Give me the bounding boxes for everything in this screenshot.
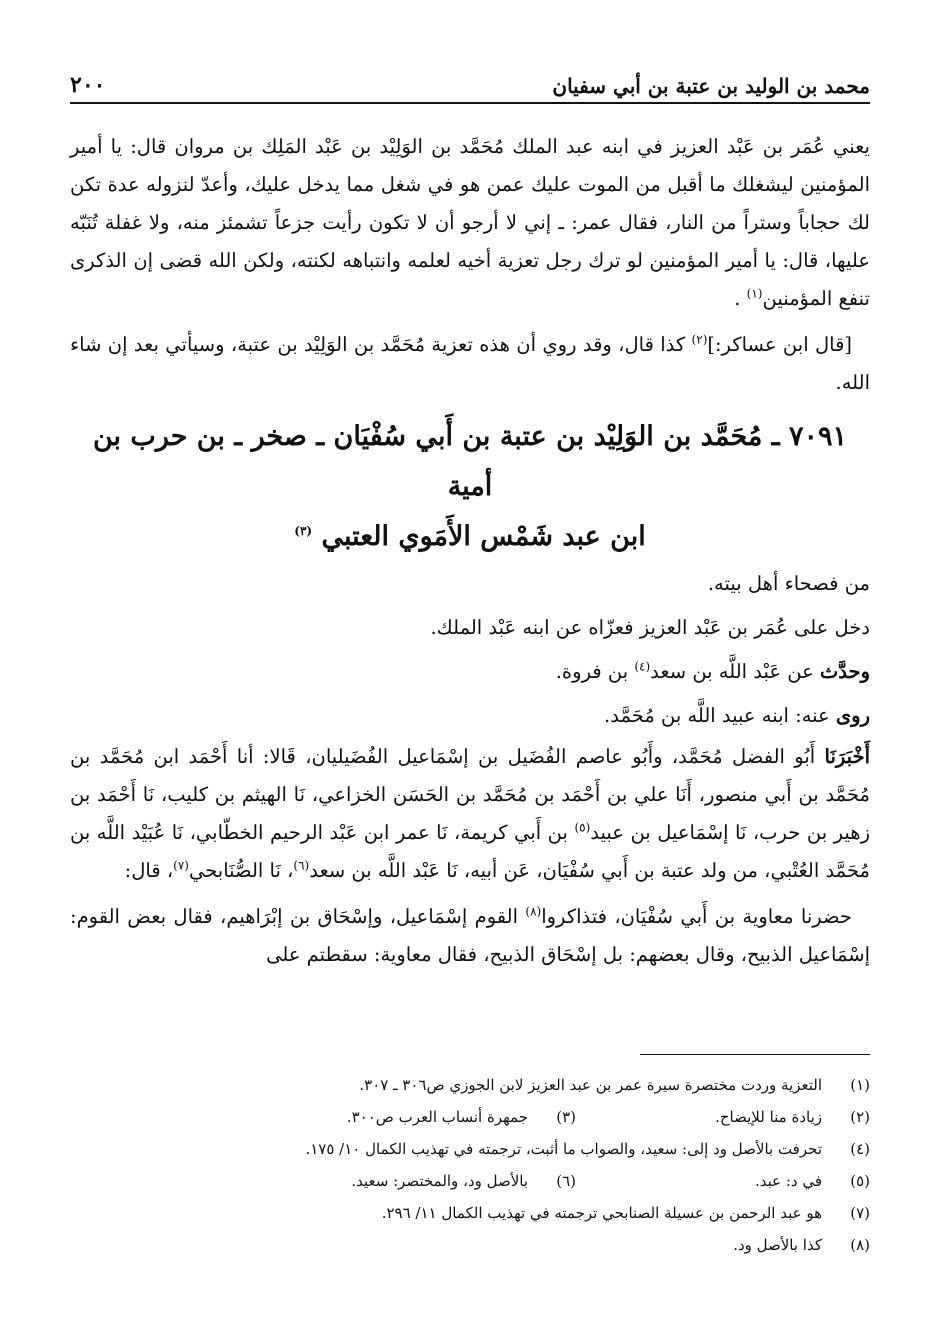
page-header <box>70 58 870 98</box>
header-rule <box>70 102 870 104</box>
entry-line: من فصحاء أهل بيته. <box>707 572 870 595</box>
footnote-8: (٨) كذا بالأصل ود. <box>733 1236 870 1254</box>
entry-heading-line2: ابن عبد شَمْس الأَمَوي العتبي $^{(٣)}$ <box>294 521 646 552</box>
main-text <box>70 128 870 974</box>
paragraph-condolence: يعني عُمَر بن عَبْد العزيز في ابنه عبد الملك مُحَمَّد بن الوَلِيْد بن عَبْد المَلِك بن مروان قال: يا أمير المؤمنين ليشغلك ما أقبل من الموت عليك عمن هو في شغل مما يدخل عليك، وأعدّ لنزوله عدة تكن لك حجاباً وستراً من النار، فقال عمر: ـ إني لا أرجو أن لا تكون رأيت جزعاً تشمئز منه، ولا غفلة تُنَبّه عليها، قال: يا أمير المؤمنين لو ترك رجل تعزية أخيه لعلمه وانتباهه لكنته، ولكن الله قضى إن الذكرى تنفع المؤمنين$^{(١)}$ . <box>70 135 871 310</box>
footnote-row <box>70 1101 870 1133</box>
entry-heading <box>70 412 870 562</box>
footnote-mark[interactable]: (٤) <box>634 659 651 674</box>
footnote-1: (١) التعزية وردت مختصرة سيرة عمر بن عبد العزيز لابن الجوزي ص٣٠٦ ـ ٣٠٧. <box>359 1076 870 1094</box>
footnote-2: (٢) زيادة منا للإيضاح. <box>715 1108 870 1126</box>
footnote-mark[interactable]: (٢) <box>691 332 708 347</box>
footnote-mark[interactable]: (٣) <box>294 524 313 538</box>
paragraph-ibn-asakir: [قال ابن عساكر:]$^{(٢)}$ كذا قال، وقد روي أن هذه تعزية مُحَمَّد بن الوَلِيْد بن عتبة، وسيأتي بعد إن شاء الله. <box>70 332 870 394</box>
footnotes <box>70 1054 870 1261</box>
running-title: محمد بن الوليد بن عتبة بن أبي سفيان <box>552 74 870 98</box>
footnote-5: (٥) في د: عبد. <box>754 1172 870 1190</box>
footnote-mark[interactable]: (١) <box>746 286 763 301</box>
footnote-mark[interactable]: (٨) <box>525 904 542 919</box>
paragraph-isnad: أَخْبَرَنَا أَبُو الفضل مُحَمَّد، وأَبُو عاصم الفُضَيل بن إسْمَاعيل الفُضَيليان، قَالا: أنا أَحْمَد ابن مُحَمَّد بن مُحَمَّد بن أَبي منصور، أَنَا علي بن أَحْمَد بن مُحَمَّد بن الحَسَن الخزاعي، نَا الهيثم بن كليب، نَا أَحْمَد بن زهير بن حرب، نَا إسْمَاعيل بن عبيد$^{(٥)}$ بن أَبي كريمة، نَا عمر ابن عَبْد الرحيم الخطّابي، نَا عُبَيْد اللَّه بن مُحَمَّد العُتْبي، من ولد عتبة بن أَبي سُفْيَان، عَن أبيه، نَا عَبْد اللَّه بن سعد$^{(٦)}$، نَا الصُّنَابحي$^{(٧)}$، قال: <box>70 745 870 882</box>
paragraph-narration: حضرنا معاوية بن أَبي سُفْيَان، فتذاكروا$^{(٨)}$ القوم إسْمَاعيل، وإسْحَاق بن إبْرَاهيم، فقال بعض القوم: إسْمَاعيل الذبيح، وقال بعضهم: بل إسْحَاق الذبيح، فقال معاوية: سقطتم على <box>70 904 870 966</box>
footnote-mark[interactable]: (٥) <box>574 820 591 835</box>
entry-line: روى عنه: ابنه عبيد اللَّه بن مُحَمَّد. <box>604 704 870 727</box>
footnote-7: (٧) هو عبد الرحمن بن عسيلة الصنابحي ترجمته في تهذيب الكمال ١١/ ٢٩٦. <box>381 1204 870 1222</box>
footnote-4: (٤) تحرفت بالأصل ود إلى: سعيد، والصواب ما أثبت، ترجمته في تهذيب الكمال ١٠/ ١٧٥. <box>305 1140 870 1158</box>
entry-heading-line1: ٧٠٩١ ـ مُحَمَّد بن الوَلِيْد بن عتبة بن أَبي سُفْيَان ـ صخر ـ بن حرب بن أمية <box>92 421 848 502</box>
page-number: ٢٠٠ <box>70 72 106 98</box>
footnote-row <box>70 1165 870 1197</box>
footnote-6: (٦) بالأصل ود، والمختصر: سعيد. <box>351 1172 576 1190</box>
footnote-mark[interactable]: (٧) <box>173 858 189 873</box>
footnote-mark[interactable]: (٦) <box>293 858 310 873</box>
footnote-3: (٣) جمهرة أنساب العرب ص٣٠٠. <box>346 1108 576 1126</box>
entry-line: وحدَّث عن عَبْد اللَّه بن سعد$^{(٤)}$ بن فروة. <box>555 659 870 683</box>
page <box>70 0 870 1336</box>
footnote-rule <box>640 1054 870 1055</box>
entry-line: دخل على عُمَر بن عَبْد العزيز فعزّاه عن ابنه عَبْد الملك. <box>430 616 870 639</box>
